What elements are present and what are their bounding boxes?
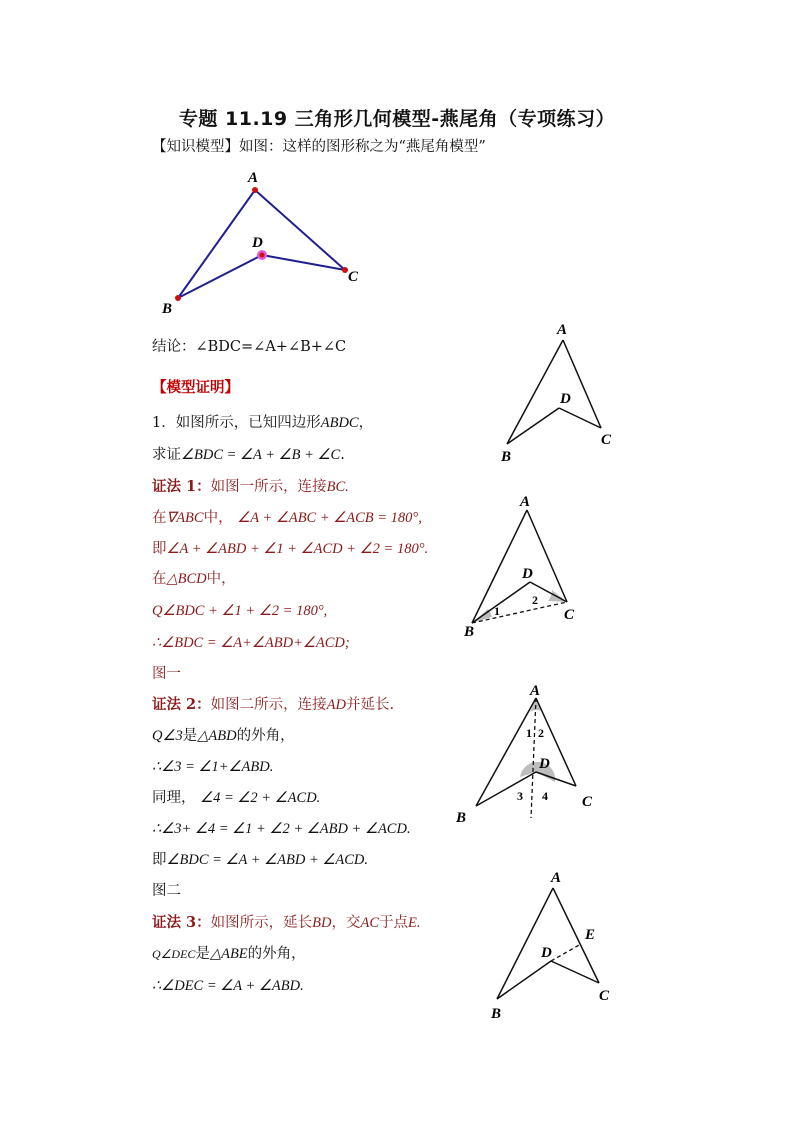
method1-math: BC. <box>326 479 349 495</box>
fig3-angle-1: 1 <box>526 726 532 740</box>
fig4-lines <box>497 888 599 999</box>
method2-s1-math: △ABD <box>197 728 237 744</box>
fig2-label-a: A <box>520 494 531 510</box>
fig1-label-d: D <box>560 391 571 407</box>
method3-heading <box>152 913 421 933</box>
method1-s3-end: 中， <box>206 571 236 587</box>
problem-line-2 <box>152 445 345 465</box>
fig3-label-b: B <box>456 810 467 826</box>
fig0-label-a: A <box>248 170 259 186</box>
fig4-label-c: C <box>599 988 610 1004</box>
method1-s1-math: ∇ABC <box>166 510 204 526</box>
method2-s4-eq: ∴∠3+ ∠4 = ∠1 + ∠2 + ∠ABD + ∠ACD. <box>152 821 411 837</box>
method2-step4 <box>152 819 411 839</box>
fig0-label-c: C <box>348 269 359 285</box>
method1-s2-prefix: 即 <box>152 541 167 557</box>
method3-math3: E. <box>408 915 421 931</box>
method1-s1-prefix: 在 <box>152 510 167 526</box>
method2-s5-prefix: 即 <box>152 852 167 868</box>
fig0-label-d: D <box>252 235 263 251</box>
method2-step3 <box>152 788 320 808</box>
fig0-label-b: B <box>162 301 173 317</box>
method2-caption: 图二 <box>152 883 181 899</box>
figure-knowledge-model <box>150 165 380 325</box>
fig1-label-c: C <box>601 432 612 448</box>
method1-s3-prefix: 在 <box>152 571 167 587</box>
method1-s1-eq: ∠A + ∠ABC + ∠ACB = 180°, <box>237 510 422 526</box>
method2-s2-eq: ∴∠3 = ∠1+∠ABD. <box>152 759 274 775</box>
fig3-label-d: D <box>539 756 550 772</box>
method1-caption: 图一 <box>152 666 181 682</box>
fig4-label-e: E <box>585 927 596 943</box>
figure-method3 <box>485 866 625 1026</box>
method2-tag: 证法 2： <box>152 696 211 713</box>
fig3-angle-2: 2 <box>538 726 544 740</box>
method2-step1 <box>152 726 295 746</box>
method2-s5-eq: ∠BDC = ∠A + ∠ABD + ∠ACD. <box>166 852 369 868</box>
problem-line2-math: ∠BDC = ∠A + ∠B + ∠C <box>181 447 341 463</box>
method1-s2-eq: ∠A + ∠ABD + ∠1 + ∠ACD + ∠2 = 180°. <box>166 541 429 557</box>
problem-line1-math: ABDC <box>320 415 359 431</box>
fig2-label-c: C <box>564 607 575 623</box>
fig3-lines <box>476 698 576 806</box>
problem-line2-end: . <box>340 447 345 463</box>
method3-text3: 于点 <box>379 915 409 931</box>
fig0-point-b <box>175 295 181 301</box>
fig2-angle-1: 1 <box>494 604 500 618</box>
fig2-angle-2: 2 <box>532 593 538 607</box>
fig3-angle-3: 3 <box>517 789 523 803</box>
method3-step2 <box>152 976 304 996</box>
method1-step2 <box>152 539 428 559</box>
method2-step5 <box>152 850 368 870</box>
fig2-lines <box>472 510 567 623</box>
method3-s1-text: 是 <box>195 946 210 962</box>
method3-math1: BD <box>312 915 332 931</box>
method3-s2-eq: ∴∠DEC = ∠A + ∠ABD. <box>152 978 304 994</box>
fig4-label-a: A <box>551 870 562 886</box>
method1-s5-eq: ∴∠BDC = ∠A+∠ABD+∠ACD; <box>152 635 350 651</box>
method3-text2: ，交 <box>331 915 361 931</box>
method1-s1-mid: 中， <box>203 510 233 526</box>
method3-step1 <box>152 944 306 964</box>
fig3-dashed-ad-extension <box>531 698 536 818</box>
method3-s1-math: △ABE <box>209 946 248 962</box>
fig3-label-a: A <box>530 683 541 699</box>
fig0-point-a <box>252 187 258 193</box>
method3-math2: AC <box>360 915 380 931</box>
figure-problem <box>495 318 625 468</box>
fig1-label-a: A <box>557 322 568 338</box>
method1-step4 <box>152 601 327 621</box>
fig4-label-d: D <box>541 945 552 961</box>
knowledge-tag: 【知识模型】 <box>152 139 239 155</box>
fig4-dashed-de <box>551 944 581 961</box>
method1-step1 <box>152 508 422 528</box>
fig2-label-b: B <box>464 624 475 640</box>
method3-tag: 证法 3： <box>152 914 211 931</box>
method3-s1-eq: Q∠DEC <box>152 947 196 961</box>
fig2-label-d: D <box>522 566 533 582</box>
figure-method2 <box>450 682 610 827</box>
method2-text2: 并延长. <box>345 697 395 713</box>
page-title: 专题 11.19 三角形几何模型-燕尾角（专项练习） <box>178 108 616 130</box>
problem-line1-end: ， <box>358 415 374 431</box>
method2-s3-prefix: 同理， <box>152 790 196 806</box>
method3-text: 如图所示，延长 <box>210 915 313 931</box>
problem-line2-prefix: 求证 <box>152 447 181 463</box>
method1-tag: 证法 1： <box>152 478 211 495</box>
figure-method1 <box>460 492 590 642</box>
conclusion-text: 结论：∠BDC=∠A+∠B+∠C <box>152 339 347 355</box>
method1-heading <box>152 477 349 497</box>
method2-math: AD <box>326 697 346 713</box>
method1-text: 如图一所示，连接 <box>210 479 327 495</box>
method2-s3-eq: ∠4 = ∠2 + ∠ACD. <box>200 790 321 806</box>
fig4-label-b: B <box>491 1006 502 1022</box>
problem-line-1 <box>152 413 373 433</box>
method1-step3 <box>152 569 236 589</box>
fig1-label-b: B <box>501 449 512 465</box>
fig3-angle-4: 4 <box>542 789 548 803</box>
method2-s1-text: 是 <box>182 728 198 744</box>
method1-s4-eq: Q∠BDC + ∠1 + ∠2 = 180°, <box>152 603 328 619</box>
knowledge-text: 如图：这样的图形称之为“燕尾角模型” <box>239 139 486 155</box>
fig0-point-d <box>260 253 265 258</box>
fig1-lines <box>507 340 601 444</box>
method2-s1-end: 的外角， <box>236 728 295 744</box>
fig3-label-c: C <box>582 794 593 810</box>
method1-step5 <box>152 633 350 653</box>
method2-text: 如图二所示，连接 <box>210 697 327 713</box>
method3-s1-end: 的外角， <box>247 946 306 962</box>
proof-tag: 【模型证明】 <box>152 379 239 396</box>
method2-s1-eq: Q∠3 <box>152 728 183 744</box>
problem-line1-text: 1．如图所示，已知四边形 <box>152 415 321 431</box>
method2-step2 <box>152 757 273 777</box>
method2-heading <box>152 695 394 715</box>
knowledge-line <box>152 137 486 157</box>
method1-s3-math: △BCD <box>166 571 207 587</box>
